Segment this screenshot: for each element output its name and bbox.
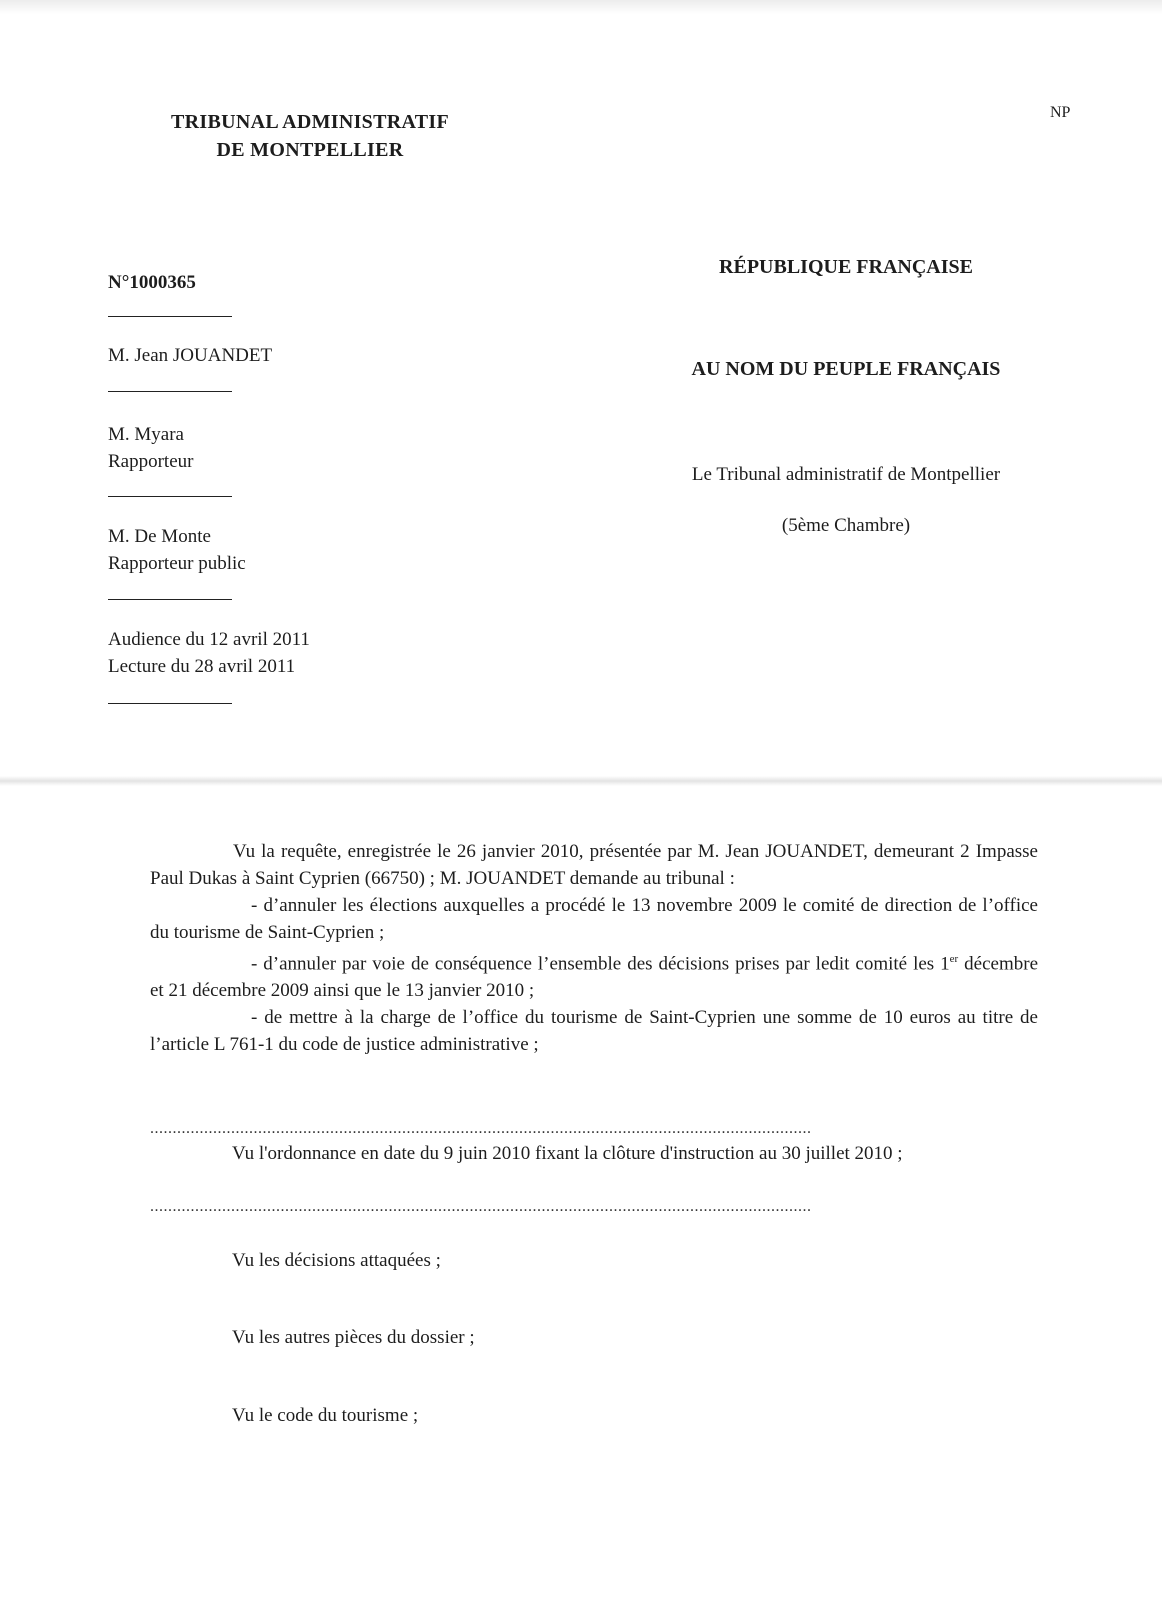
request-item-1: - d’annuler les élections auxquelles a procédé le 13 novembre 2009 le comité de direction de l’office du tourisme de Saint-Cyprien ; (150, 895, 1038, 943)
request-item-2 (150, 946, 1038, 1004)
divider (108, 599, 232, 600)
request-item-2-text: - d’annuler par voie de conséquence l’ensemble des décisions prises par ledit comité les 1 (251, 953, 950, 975)
rapporteur-name: M. Myara (108, 424, 184, 445)
chambre-line: (5ème Chambre) (781, 515, 911, 536)
rapporteur-block (108, 421, 193, 475)
request-item-3: - de mettre à la charge de l’office du tourisme de Saint-Cyprien une somme de 10 euros au titre de l’article L 761-1 du code de justice administrative ; (150, 1007, 1038, 1056)
request-item-2-text-end: décembre et 21 décembre 2009 ainsi que le 13 janvier 2010 ; (150, 953, 1039, 1002)
requete-paragraph: Vu la requête, enregistrée le 26 janvier 2010, présentée par M. Jean JOUANDET, demeurant 2 Impasse Paul Dukas à Saint Cyprien (66750) ; M. JOUANDET demande au tribunal : (150, 841, 1038, 889)
vu-decisions: Vu les décisions attaquées ; (232, 1250, 441, 1271)
ordonnance-line: Vu l'ordonnance en date du 9 juin 2010 fixant la clôture d'instruction au 30 juillet 2010 ; (232, 1143, 903, 1164)
court-line-2: DE MONTPELLIER (216, 139, 404, 161)
divider (108, 703, 232, 704)
scan-shadow (0, 0, 1162, 14)
public-rapporteur-role: Rapporteur public (108, 553, 246, 574)
lecture-date: Lecture du 28 avril 2011 (108, 656, 296, 677)
audience-date: Audience du 12 avril 2011 (108, 629, 310, 650)
paper-fold (0, 776, 1162, 786)
elision-dots: ................................................................................................................................................... (150, 1120, 812, 1137)
party-name: M. Jean JOUANDET (108, 345, 273, 366)
divider (108, 316, 232, 317)
republique-heading: RÉPUBLIQUE FRANÇAISE (719, 256, 973, 278)
vu-code: Vu le code du tourisme ; (232, 1405, 419, 1426)
ordinal-superscript: er (949, 953, 959, 965)
public-rapporteur-block (108, 523, 246, 577)
public-rapporteur-name: M. De Monte (108, 526, 211, 547)
rapporteur-role: Rapporteur (108, 451, 194, 472)
np-mark: NP (1050, 104, 1071, 121)
tribunal-line: Le Tribunal administratif de Montpellier (691, 464, 1001, 485)
divider (108, 496, 232, 497)
case-number: N°1000365 (108, 272, 196, 293)
dates-block (108, 626, 310, 680)
court-header (140, 108, 480, 164)
requete-text (150, 838, 1038, 1058)
divider (108, 391, 232, 392)
elision-dots: ................................................................................................................................................... (150, 1198, 812, 1215)
vu-pieces: Vu les autres pièces du dossier ; (232, 1327, 475, 1348)
court-line-1: TRIBUNAL ADMINISTRATIF (171, 111, 449, 133)
peuple-heading: AU NOM DU PEUPLE FRANÇAIS (691, 358, 1001, 380)
